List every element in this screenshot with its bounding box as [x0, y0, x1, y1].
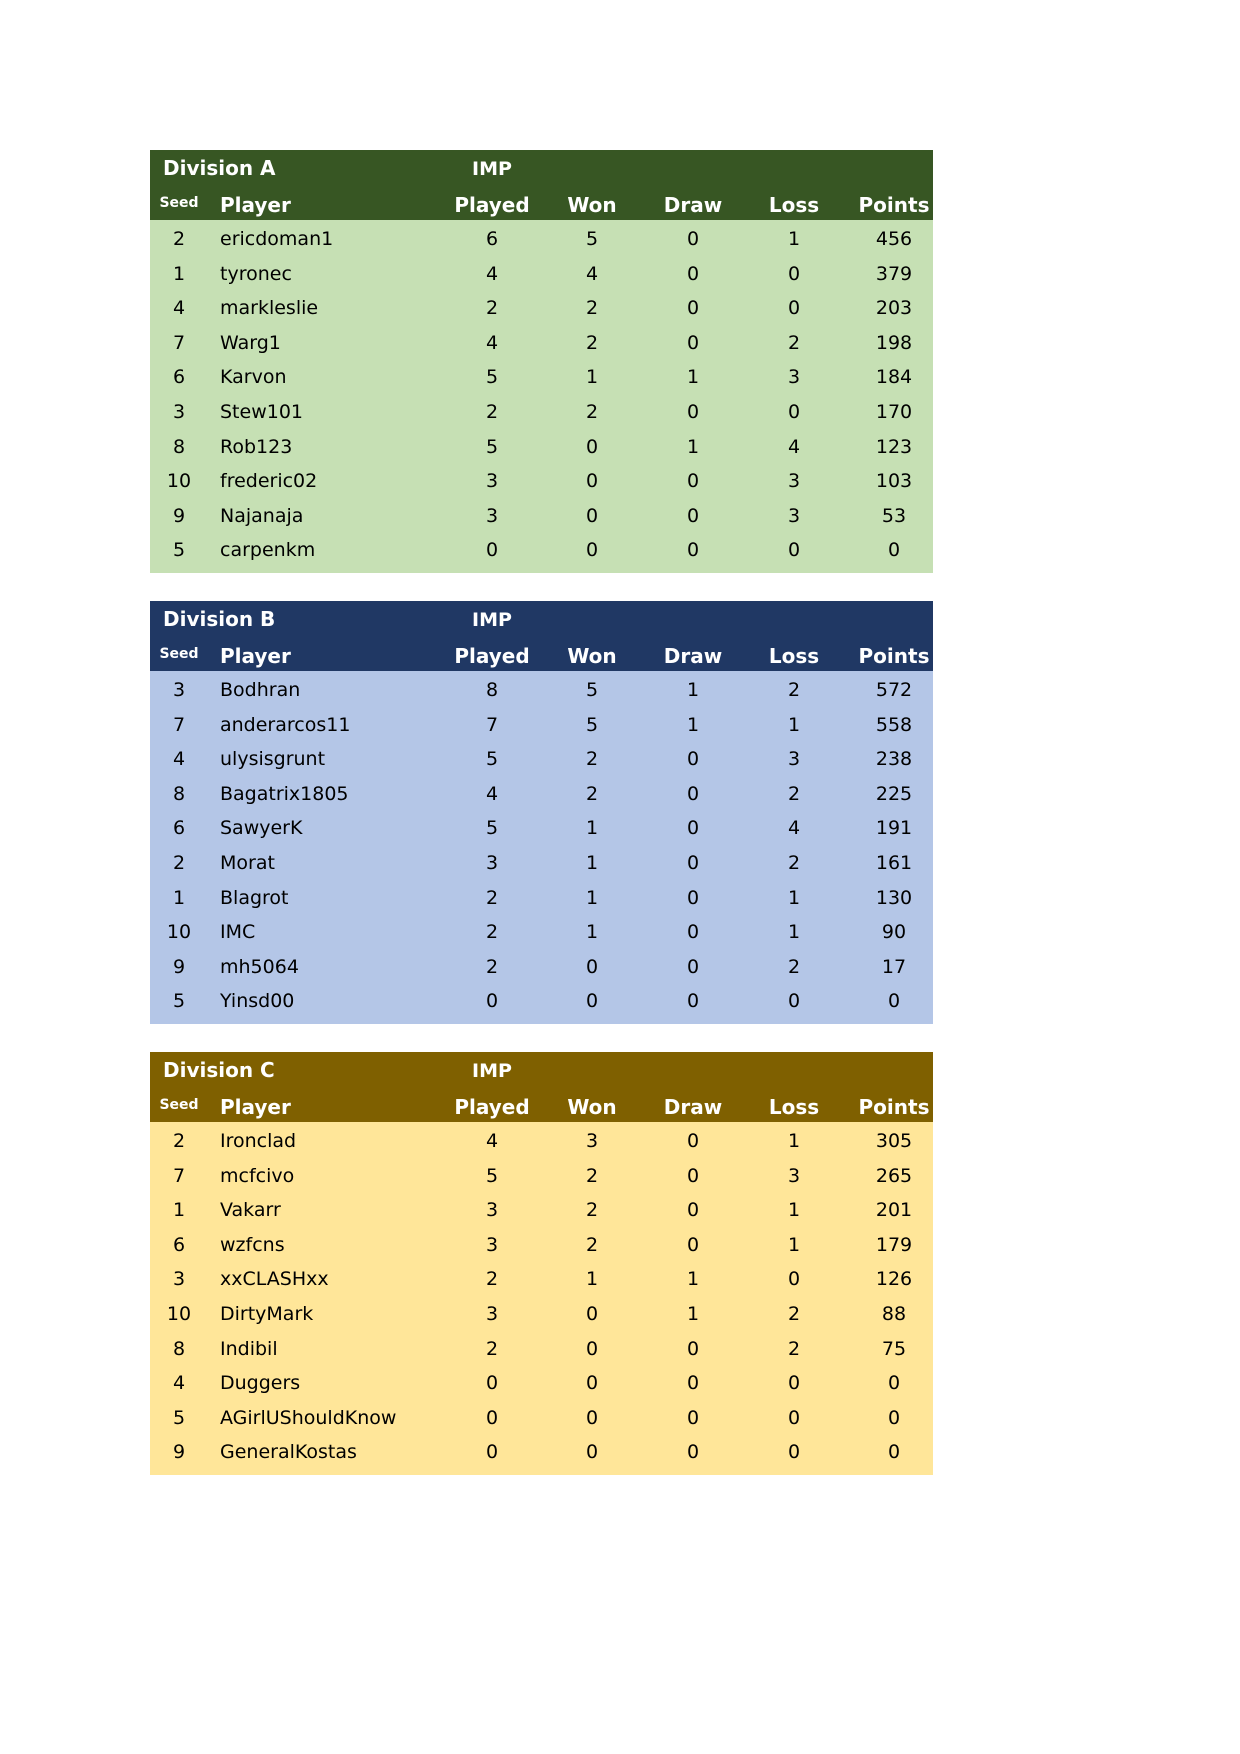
col-header-draw: Draw [663, 1095, 723, 1119]
cell-won: 4 [585, 262, 599, 285]
table-row [150, 1400, 933, 1435]
cell-seed: 7 [172, 331, 186, 354]
table-row [150, 776, 933, 811]
division-body [150, 1122, 933, 1475]
cell-played: 5 [485, 748, 499, 771]
cell-points: 103 [875, 470, 913, 493]
cell-won: 5 [585, 228, 599, 250]
cell-played: 4 [485, 262, 499, 285]
cell-points: 17 [881, 955, 907, 978]
col-header-points: Points [858, 644, 930, 668]
cell-played: 0 [485, 1406, 499, 1429]
cell-seed: 6 [172, 1233, 186, 1256]
col-header-draw: Draw [663, 193, 723, 217]
cell-loss: 0 [787, 539, 801, 562]
cell-points: 170 [875, 400, 913, 423]
cell-points: 0 [887, 1406, 901, 1429]
col-header-draw: Draw [663, 644, 723, 668]
cell-won: 0 [585, 1302, 599, 1325]
table-row [150, 845, 933, 880]
cell-seed: 10 [166, 921, 192, 944]
cell-draw: 0 [686, 1199, 700, 1222]
cell-loss: 3 [787, 504, 801, 527]
cell-points: 90 [881, 921, 907, 944]
table-row [150, 221, 933, 256]
cell-played: 3 [485, 1233, 499, 1256]
division-c-table [150, 1052, 933, 1475]
col-header-won: Won [567, 644, 617, 668]
cell-seed: 1 [172, 262, 186, 285]
cell-won: 0 [585, 1441, 599, 1464]
cell-draw: 0 [686, 1233, 700, 1256]
cell-played: 3 [485, 1199, 499, 1222]
table-row [150, 1261, 933, 1296]
division-title: Division B [163, 607, 276, 631]
cell-played: 8 [485, 679, 499, 701]
cell-played: 4 [485, 1130, 499, 1152]
cell-player: Najanaja [220, 504, 304, 527]
cell-seed: 4 [172, 748, 186, 771]
cell-won: 0 [585, 504, 599, 527]
cell-points: 201 [875, 1199, 913, 1222]
cell-player: frederic02 [220, 470, 318, 493]
cell-seed: 8 [172, 782, 186, 805]
cell-draw: 0 [686, 886, 700, 909]
cell-loss: 0 [787, 990, 801, 1013]
table-row [150, 914, 933, 949]
table-row [150, 463, 933, 498]
cell-won: 2 [585, 1233, 599, 1256]
cell-player: carpenkm [220, 539, 316, 562]
cell-won: 2 [585, 782, 599, 805]
table-row [150, 532, 933, 567]
table-row [150, 359, 933, 394]
cell-loss: 3 [787, 748, 801, 771]
cell-seed: 6 [172, 366, 186, 389]
cell-player: markleslie [220, 297, 319, 320]
cell-draw: 0 [686, 1372, 700, 1395]
cell-played: 3 [485, 1302, 499, 1325]
cell-player: tyronec [220, 262, 292, 285]
col-header-player: Player [220, 644, 291, 668]
cell-draw: 1 [686, 713, 700, 736]
cell-seed: 9 [172, 504, 186, 527]
cell-draw: 0 [686, 782, 700, 805]
cell-player: SawyerK [220, 817, 303, 840]
division-a-table [150, 150, 933, 573]
cell-points: 126 [875, 1268, 913, 1291]
cell-loss: 1 [787, 1199, 801, 1222]
imp-label: IMP [472, 609, 512, 631]
table-row [150, 741, 933, 776]
division-body [150, 671, 933, 1024]
cell-draw: 0 [686, 1406, 700, 1429]
cell-won: 0 [585, 1337, 599, 1360]
cell-seed: 2 [172, 851, 186, 874]
cell-played: 0 [485, 539, 499, 562]
table-row [150, 1123, 933, 1158]
cell-player: Vakarr [220, 1199, 281, 1222]
col-header-points: Points [858, 193, 930, 217]
cell-seed: 2 [172, 1130, 186, 1152]
cell-player: Stew101 [220, 400, 304, 423]
cell-player: mcfcivo [220, 1164, 295, 1187]
cell-points: 456 [875, 228, 913, 250]
cell-played: 2 [485, 955, 499, 978]
cell-loss: 1 [787, 1233, 801, 1256]
cell-loss: 2 [787, 851, 801, 874]
cell-player: ulysisgrunt [220, 748, 326, 771]
table-row [150, 1434, 933, 1469]
table-row [150, 983, 933, 1018]
cell-draw: 1 [686, 1302, 700, 1325]
cell-draw: 0 [686, 539, 700, 562]
cell-played: 2 [485, 400, 499, 423]
cell-draw: 1 [686, 435, 700, 458]
cell-points: 379 [875, 262, 913, 285]
imp-label: IMP [472, 1060, 512, 1082]
cell-player: Karvon [220, 366, 287, 389]
cell-played: 0 [485, 1372, 499, 1395]
col-header-won: Won [567, 1095, 617, 1119]
cell-loss: 3 [787, 1164, 801, 1187]
cell-draw: 1 [686, 366, 700, 389]
col-header-played: Played [454, 644, 530, 668]
cell-played: 6 [485, 228, 499, 250]
cell-player: Blagrot [220, 886, 289, 909]
cell-draw: 0 [686, 504, 700, 527]
imp-label: IMP [472, 158, 512, 180]
cell-points: 0 [887, 1441, 901, 1464]
table-row [150, 1158, 933, 1193]
cell-player: Yinsd00 [220, 990, 295, 1013]
cell-points: 75 [881, 1337, 907, 1360]
cell-seed: 1 [172, 886, 186, 909]
cell-points: 225 [875, 782, 913, 805]
cell-loss: 2 [787, 955, 801, 978]
cell-won: 1 [585, 851, 599, 874]
cell-player: Rob123 [220, 435, 293, 458]
table-row [150, 394, 933, 429]
cell-points: 179 [875, 1233, 913, 1256]
cell-points: 572 [875, 679, 913, 701]
cell-player: Indibil [220, 1337, 278, 1360]
cell-seed: 3 [172, 400, 186, 423]
cell-draw: 1 [686, 679, 700, 701]
cell-draw: 0 [686, 1441, 700, 1464]
cell-points: 198 [875, 331, 913, 354]
cell-loss: 2 [787, 782, 801, 805]
cell-player: Ironclad [220, 1130, 297, 1152]
cell-played: 2 [485, 1337, 499, 1360]
cell-played: 3 [485, 851, 499, 874]
cell-played: 3 [485, 470, 499, 493]
cell-won: 3 [585, 1130, 599, 1152]
cell-draw: 0 [686, 1337, 700, 1360]
cell-played: 0 [485, 990, 499, 1013]
cell-points: 305 [875, 1130, 913, 1152]
cell-player: xxCLASHxx [220, 1268, 329, 1291]
cell-played: 2 [485, 886, 499, 909]
cell-points: 88 [881, 1302, 907, 1325]
cell-won: 0 [585, 539, 599, 562]
cell-won: 0 [585, 990, 599, 1013]
cell-played: 5 [485, 1164, 499, 1187]
cell-seed: 8 [172, 435, 186, 458]
cell-draw: 0 [686, 228, 700, 250]
cell-player: DirtyMark [220, 1302, 314, 1325]
cell-seed: 9 [172, 1441, 186, 1464]
cell-player: mh5064 [220, 955, 299, 978]
division-b-table [150, 601, 933, 1024]
cell-loss: 0 [787, 1268, 801, 1291]
cell-won: 2 [585, 748, 599, 771]
table-row [150, 1192, 933, 1227]
table-row [150, 290, 933, 325]
cell-loss: 1 [787, 713, 801, 736]
table-row [150, 325, 933, 360]
cell-loss: 2 [787, 1337, 801, 1360]
cell-seed: 7 [172, 1164, 186, 1187]
table-row [150, 1227, 933, 1262]
cell-played: 2 [485, 297, 499, 320]
cell-played: 3 [485, 504, 499, 527]
cell-won: 0 [585, 470, 599, 493]
cell-draw: 0 [686, 1164, 700, 1187]
cell-loss: 1 [787, 921, 801, 944]
cell-draw: 0 [686, 990, 700, 1013]
cell-draw: 0 [686, 297, 700, 320]
cell-points: 0 [887, 1372, 901, 1395]
col-header-player: Player [220, 193, 291, 217]
cell-seed: 2 [172, 228, 186, 250]
cell-loss: 0 [787, 1441, 801, 1464]
cell-player: ericdoman1 [220, 228, 334, 250]
cell-won: 2 [585, 297, 599, 320]
cell-loss: 1 [787, 1130, 801, 1152]
cell-played: 5 [485, 817, 499, 840]
cell-points: 203 [875, 297, 913, 320]
cell-points: 191 [875, 817, 913, 840]
col-header-played: Played [454, 1095, 530, 1119]
col-header-loss: Loss [768, 193, 820, 217]
cell-player: GeneralKostas [220, 1441, 357, 1464]
cell-won: 2 [585, 1164, 599, 1187]
cell-played: 2 [485, 1268, 499, 1291]
cell-seed: 7 [172, 713, 186, 736]
cell-points: 558 [875, 713, 913, 736]
cell-draw: 0 [686, 331, 700, 354]
cell-won: 1 [585, 1268, 599, 1291]
cell-draw: 1 [686, 1268, 700, 1291]
cell-draw: 0 [686, 748, 700, 771]
cell-loss: 0 [787, 262, 801, 285]
cell-player: Morat [220, 851, 275, 874]
cell-draw: 0 [686, 470, 700, 493]
cell-seed: 10 [166, 470, 192, 493]
cell-draw: 0 [686, 817, 700, 840]
cell-loss: 3 [787, 366, 801, 389]
table-row [150, 707, 933, 742]
division-header [150, 150, 933, 220]
cell-player: Bagatrix1805 [220, 782, 349, 805]
cell-seed: 1 [172, 1199, 186, 1222]
cell-points: 161 [875, 851, 913, 874]
cell-draw: 0 [686, 262, 700, 285]
cell-draw: 0 [686, 400, 700, 423]
cell-points: 265 [875, 1164, 913, 1187]
cell-loss: 0 [787, 1406, 801, 1429]
cell-seed: 5 [172, 539, 186, 562]
cell-loss: 1 [787, 886, 801, 909]
cell-played: 5 [485, 366, 499, 389]
cell-loss: 0 [787, 400, 801, 423]
cell-seed: 4 [172, 1372, 186, 1395]
cell-loss: 1 [787, 228, 801, 250]
cell-won: 2 [585, 1199, 599, 1222]
table-row [150, 429, 933, 464]
cell-loss: 0 [787, 1372, 801, 1395]
cell-draw: 0 [686, 955, 700, 978]
cell-loss: 2 [787, 1302, 801, 1325]
cell-played: 5 [485, 435, 499, 458]
cell-player: Duggers [220, 1372, 301, 1395]
col-header-player: Player [220, 1095, 291, 1119]
cell-loss: 4 [787, 435, 801, 458]
cell-draw: 0 [686, 851, 700, 874]
cell-points: 0 [887, 990, 901, 1013]
cell-player: Bodhran [220, 679, 301, 701]
table-row [150, 810, 933, 845]
cell-played: 2 [485, 921, 499, 944]
cell-draw: 0 [686, 921, 700, 944]
cell-won: 2 [585, 400, 599, 423]
cell-points: 238 [875, 748, 913, 771]
cell-played: 4 [485, 331, 499, 354]
cell-loss: 4 [787, 817, 801, 840]
table-row [150, 880, 933, 915]
table-row [150, 1365, 933, 1400]
table-row [150, 256, 933, 291]
cell-loss: 2 [787, 679, 801, 701]
table-row [150, 1331, 933, 1366]
cell-seed: 8 [172, 1337, 186, 1360]
cell-won: 1 [585, 886, 599, 909]
division-title: Division C [163, 1058, 275, 1082]
col-header-played: Played [454, 193, 530, 217]
col-header-loss: Loss [768, 644, 820, 668]
cell-seed: 3 [172, 1268, 186, 1291]
cell-seed: 4 [172, 297, 186, 320]
cell-played: 0 [485, 1441, 499, 1464]
cell-player: IMC [220, 921, 256, 944]
col-header-seed: Seed [159, 646, 199, 662]
cell-won: 0 [585, 1372, 599, 1395]
cell-played: 4 [485, 782, 499, 805]
cell-draw: 0 [686, 1130, 700, 1152]
table-row [150, 1296, 933, 1331]
cell-player: wzfcns [220, 1233, 285, 1256]
cell-won: 5 [585, 713, 599, 736]
cell-won: 2 [585, 331, 599, 354]
cell-player: AGirlUShouldKnow [220, 1406, 397, 1429]
cell-player: anderarcos11 [220, 713, 351, 736]
cell-points: 123 [875, 435, 913, 458]
cell-won: 5 [585, 679, 599, 701]
cell-won: 0 [585, 1406, 599, 1429]
cell-seed: 10 [166, 1302, 192, 1325]
cell-loss: 2 [787, 331, 801, 354]
cell-points: 130 [875, 886, 913, 909]
cell-won: 0 [585, 955, 599, 978]
division-header [150, 601, 933, 671]
cell-seed: 3 [172, 679, 186, 701]
division-header [150, 1052, 933, 1122]
cell-won: 0 [585, 435, 599, 458]
col-header-loss: Loss [768, 1095, 820, 1119]
division-body [150, 220, 933, 573]
cell-won: 1 [585, 817, 599, 840]
col-header-won: Won [567, 193, 617, 217]
cell-points: 0 [887, 539, 901, 562]
division-title: Division A [163, 156, 276, 180]
cell-points: 53 [881, 504, 907, 527]
cell-loss: 0 [787, 297, 801, 320]
cell-player: Warg1 [220, 331, 281, 354]
col-header-seed: Seed [159, 1097, 199, 1113]
cell-seed: 5 [172, 1406, 186, 1429]
cell-won: 1 [585, 921, 599, 944]
col-header-seed: Seed [159, 195, 199, 211]
table-row [150, 498, 933, 533]
cell-played: 7 [485, 713, 499, 736]
table-row [150, 949, 933, 984]
table-row [150, 672, 933, 707]
cell-seed: 6 [172, 817, 186, 840]
cell-won: 1 [585, 366, 599, 389]
cell-seed: 5 [172, 990, 186, 1013]
col-header-points: Points [858, 1095, 930, 1119]
cell-seed: 9 [172, 955, 186, 978]
cell-loss: 3 [787, 470, 801, 493]
cell-points: 184 [875, 366, 913, 389]
